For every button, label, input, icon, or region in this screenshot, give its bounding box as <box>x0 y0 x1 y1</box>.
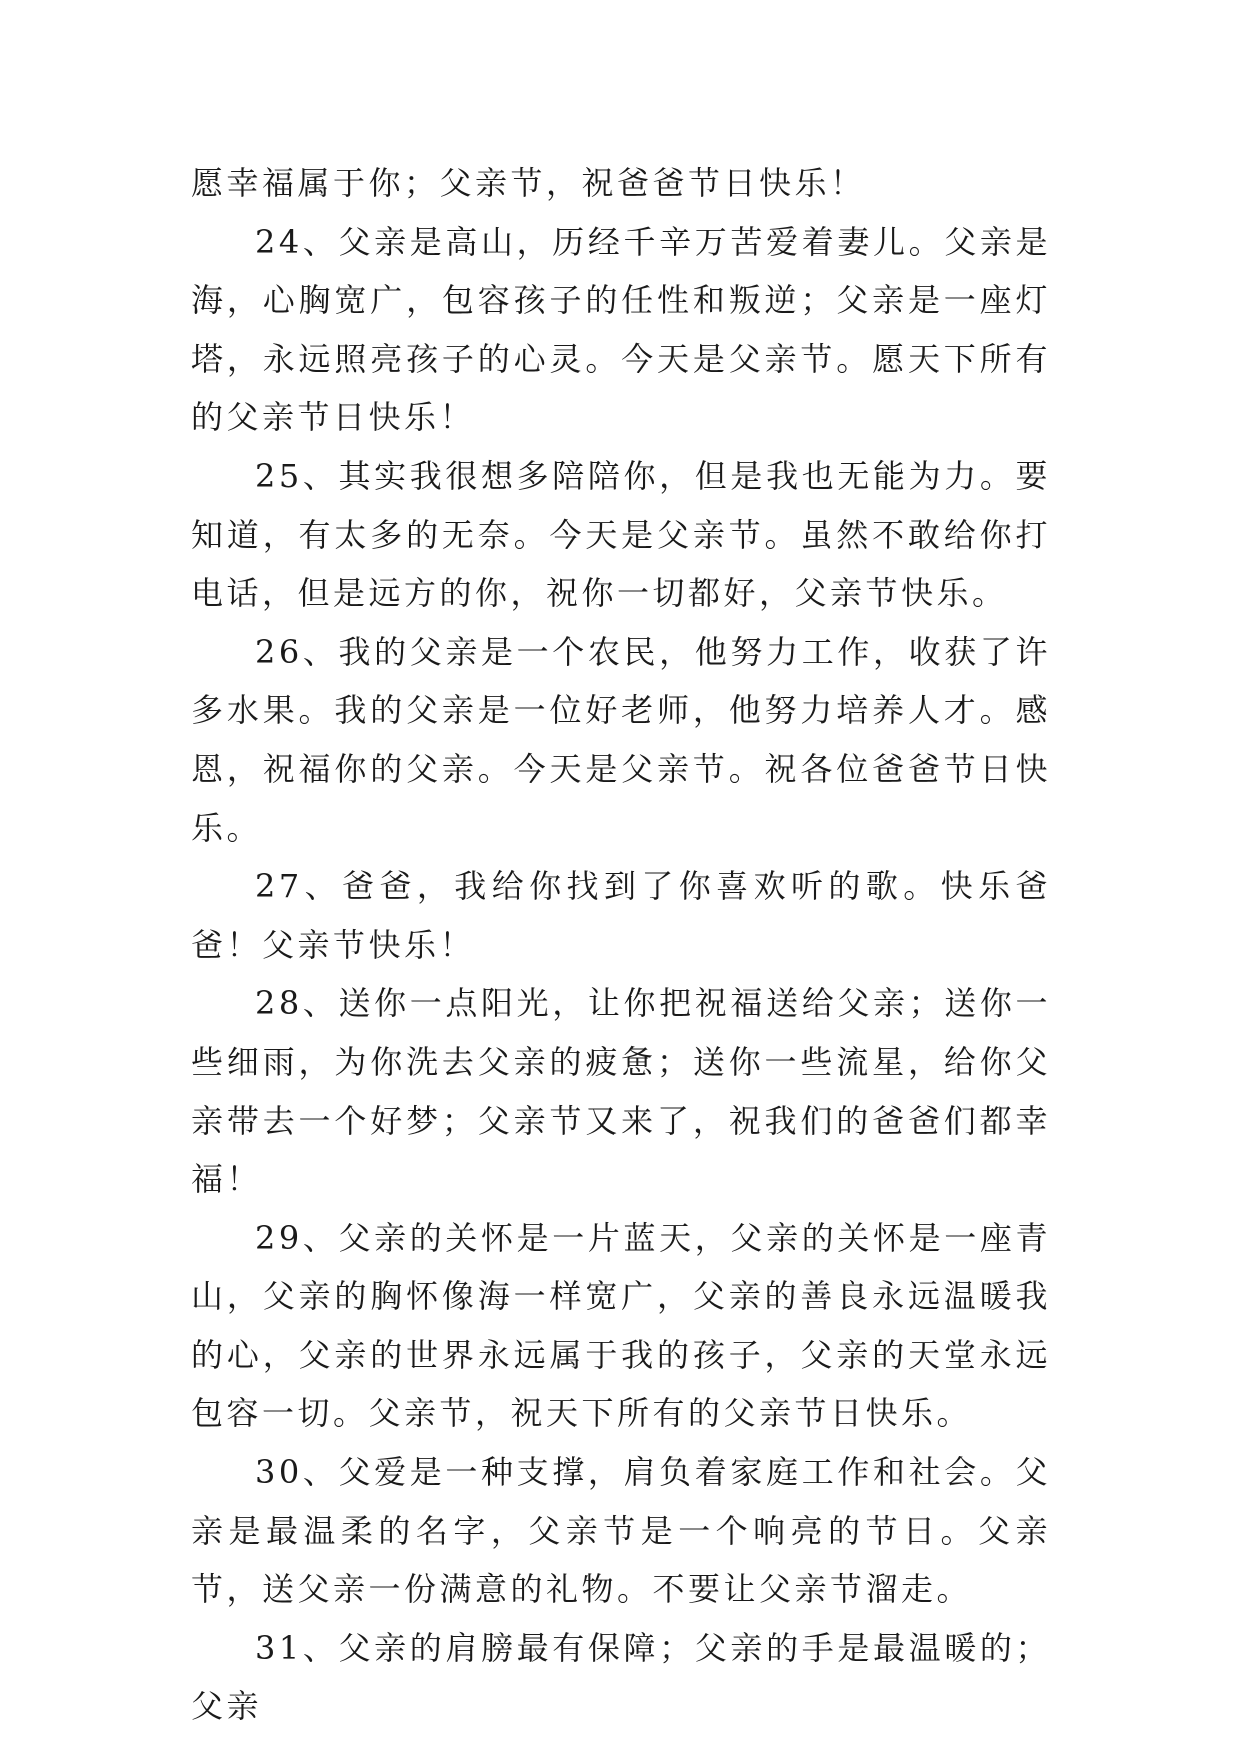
paragraph-continuation: 愿幸福属于你；父亲节，祝爸爸节日快乐！ <box>191 164 866 202</box>
paragraph-29: 29、父亲的关怀是一片蓝天，父亲的关怀是一座青山，父亲的胸怀像海一样宽广，父亲的善良永远温暖我的心，父亲的世界永远属于我的孩子，父亲的天堂永远包容一切。父亲节，祝天下所有的父亲节日快乐。 <box>191 1218 1051 1433</box>
paragraph-26: 26、我的父亲是一个农民，他努力工作，收获了许多水果。我的父亲是一位好老师，他努力培养人才。感恩，祝福你的父亲。今天是父亲节。祝各位爸爸节日快乐。 <box>191 632 1051 847</box>
paragraph-27: 27、爸爸，我给你找到了你喜欢听的歌。快乐爸爸！父亲节快乐！ <box>191 867 1051 964</box>
paragraph-31: 31、父亲的肩膀最有保障；父亲的手是最温暖的；父亲 <box>191 1628 1051 1726</box>
document-body <box>191 154 1051 1736</box>
paragraph-25: 25、其实我很想多陪陪你，但是我也无能为力。要知道，有太多的无奈。今天是父亲节。虽然不敢给你打电话，但是远方的你，祝你一切都好，父亲节快乐。 <box>191 456 1051 613</box>
paragraph-28: 28、送你一点阳光，让你把祝福送给父亲；送你一些细雨，为你洗去父亲的疲惫；送你一些流星，给你父亲带去一个好梦；父亲节又来了，祝我们的爸爸们都幸福！ <box>191 984 1051 1199</box>
paragraph-30: 30、父爱是一种支撑，肩负着家庭工作和社会。父亲是最温柔的名字，父亲节是一个响亮的节日。父亲节，送父亲一份满意的礼物。不要让父亲节溜走。 <box>191 1453 1051 1609</box>
paragraph-24: 24、父亲是高山，历经千辛万苦爱着妻儿。父亲是海，心胸宽广，包容孩子的任性和叛逆；父亲是一座灯塔，永远照亮孩子的心灵。今天是父亲节。愿天下所有的父亲节日快乐！ <box>191 222 1051 437</box>
